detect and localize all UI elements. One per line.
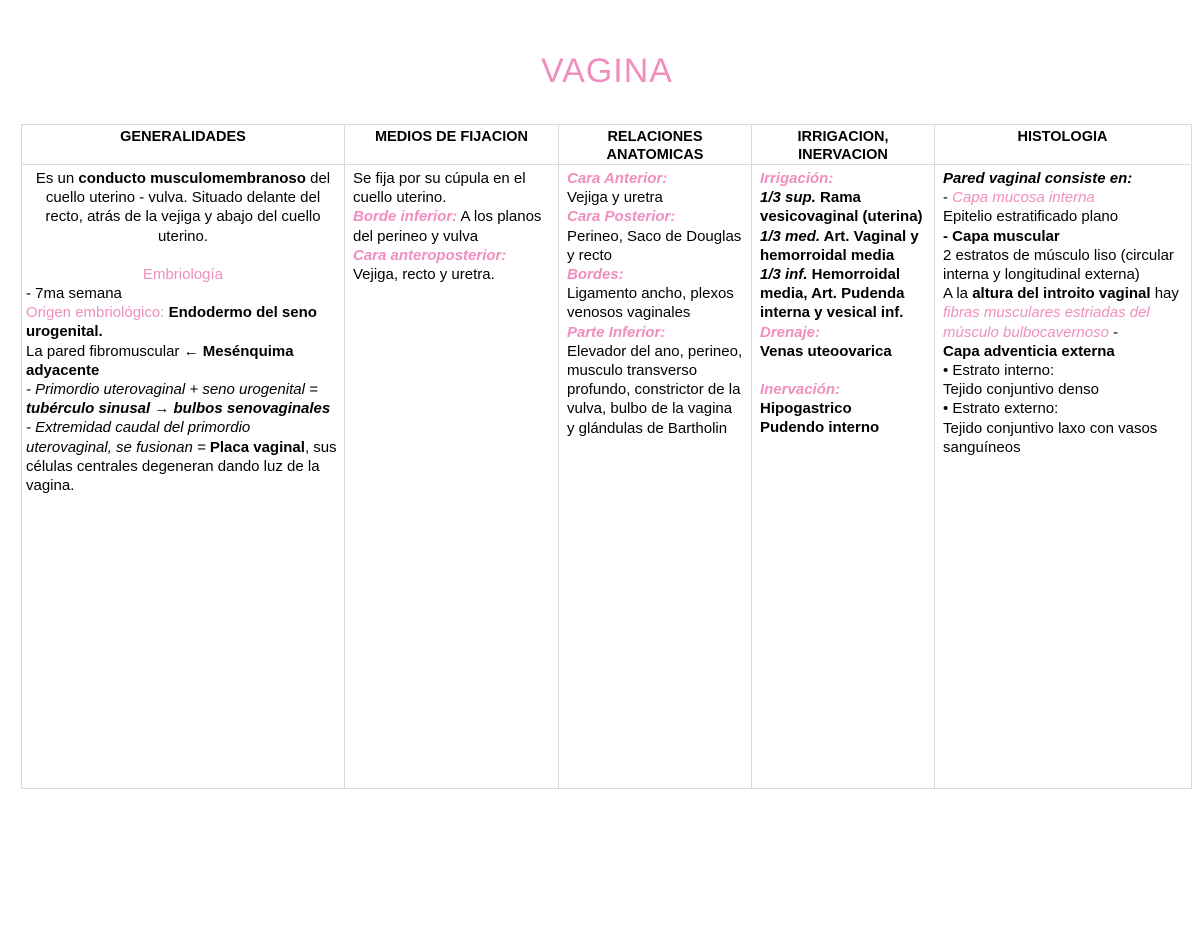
- primordio-bold: tubérculo sinusal → bulbos senovaginales: [26, 400, 331, 418]
- page-title: VAGINA: [541, 52, 673, 90]
- altura-text: A la: [943, 285, 973, 303]
- muscular-label: - Capa muscular: [943, 227, 1060, 245]
- header-medios: MEDIOS DE FIJACION: [345, 125, 558, 165]
- altura-dash: -: [1108, 323, 1119, 341]
- cara-label: Cara anteroposterior:: [353, 246, 507, 264]
- primordio-paragraph: [26, 380, 340, 418]
- sup-paragraph: [760, 188, 926, 226]
- intro-bold: conducto musculomembranoso: [78, 170, 306, 187]
- borde-value: A los planos del perineo y vulva: [353, 208, 542, 245]
- med-value: Art. Vaginal y hemorroidal media: [760, 227, 919, 264]
- origen-label: Origen embriológico:: [26, 304, 169, 322]
- column-medios: [345, 125, 559, 788]
- interno-label: • Estrato interno:: [943, 362, 1055, 380]
- semana-text: - 7ma semana: [26, 285, 122, 303]
- cara-value: Vejiga, recto y uretra.: [353, 266, 495, 284]
- interno-value: Tejido conjuntivo denso: [943, 381, 1099, 399]
- column-generalidades: [22, 125, 345, 788]
- summary-table: [21, 124, 1192, 789]
- generalidades-body: [22, 165, 344, 495]
- intro-rest: del cuello uterino - vulva. Situado delante del recto, atrás de la vejiga y abajo del cuello uterino.: [45, 170, 331, 245]
- externo-value: Tejido conjuntivo laxo con vasos sanguíneos: [943, 419, 1158, 456]
- altura-bold: altura del introito vaginal: [972, 285, 1151, 303]
- header-irrigacion-text: IRRIGACION, INERVACION: [797, 129, 889, 163]
- primordio-text: - Primordio uterovaginal + seno urogenital =: [26, 381, 318, 399]
- origen-value: Endodermo del seno urogenital.: [26, 304, 317, 341]
- column-histologia: [935, 125, 1190, 788]
- inferior-value: Elevador del ano, perineo, musculo transverso profundo, constrictor de la vulva, bulbo de la vagina y glándulas de Bartholin: [567, 342, 743, 437]
- posterior-label: Cara Posterior:: [567, 208, 676, 226]
- anterior-value: Vejiga y uretra: [567, 189, 663, 207]
- med-paragraph: [760, 227, 926, 265]
- borde-paragraph: [353, 207, 550, 245]
- pared-text: La pared fibromuscular ←: [26, 342, 203, 360]
- sup-value: Rama vesicovaginal (uterina): [760, 189, 923, 226]
- inf-paragraph: [760, 265, 926, 323]
- mucosa-paragraph: [943, 188, 1182, 207]
- med-label: 1/3 med.: [760, 227, 821, 245]
- posterior-value: Perineo, Saco de Douglas y recto: [567, 227, 742, 264]
- pared-paragraph: [26, 342, 340, 380]
- drenaje-label: Drenaje:: [760, 323, 821, 341]
- column-irrigacion: [752, 125, 935, 788]
- column-relaciones: [559, 125, 752, 788]
- adventicia-label: Capa adventicia externa: [943, 342, 1115, 360]
- histologia-body: [935, 165, 1190, 457]
- inervacion-value: Hipogastrico Pudendo interno: [760, 400, 880, 437]
- irrigacion-label: Irrigación:: [760, 170, 834, 187]
- relaciones-body: [559, 165, 751, 438]
- pared-vaginal: Pared vaginal consiste en:: [943, 170, 1133, 187]
- extremidad-text: - Extremidad caudal del primordio uterovaginal, se fusionan =: [26, 419, 251, 456]
- medios-intro: Se fija por su cúpula en el cuello uterino.: [353, 170, 526, 207]
- borde-label: Borde inferior:: [353, 208, 458, 226]
- bordes-value: Ligamento ancho, plexos venosos vaginales: [567, 285, 734, 322]
- bordes-label: Bordes:: [567, 266, 624, 284]
- inervacion-label: Inervación:: [760, 381, 841, 399]
- generalidades-intro: [26, 169, 340, 246]
- header-generalidades: GENERALIDADES: [22, 125, 344, 165]
- inferior-label: Parte Inferior:: [567, 323, 666, 341]
- epitelio-text: Epitelio estratificado plano: [943, 208, 1119, 226]
- extremidad-bold: Placa vaginal: [209, 438, 305, 456]
- header-relaciones: [559, 125, 751, 165]
- embriologia-heading: Embriología: [142, 265, 224, 283]
- inf-label: 1/3 inf.: [760, 266, 808, 284]
- externo-label: • Estrato externo:: [943, 400, 1059, 418]
- anterior-label: Cara Anterior:: [567, 170, 668, 187]
- header-histologia: HISTOLOGIA: [935, 125, 1190, 165]
- mucosa-dash: -: [943, 189, 953, 207]
- header-relaciones-text: RELACIONES ANATOMICAS: [606, 129, 704, 163]
- inf-value: Hemorroidal media, Art. Pudenda interna y vesical inf.: [760, 266, 905, 322]
- mucosa-label: Capa mucosa interna: [952, 189, 1095, 207]
- pared-bold: Mesénquima adyacente: [26, 342, 294, 379]
- extremidad-paragraph: [26, 418, 340, 495]
- altura-paragraph: [943, 284, 1182, 342]
- header-irrigacion: [752, 125, 934, 165]
- extremidad-rest: , sus células centrales degeneran dando luz de la vagina.: [26, 438, 337, 495]
- irrigacion-body: [752, 165, 934, 438]
- altura-hay: hay: [1150, 285, 1179, 303]
- sup-label: 1/3 sup.: [760, 189, 816, 207]
- altura-fibras: fibras musculares estriadas del músculo bulbocavernoso: [943, 304, 1150, 341]
- medios-body: [345, 165, 558, 284]
- estratos-text: 2 estratos de músculo liso (circular interna y longitudinal externa): [943, 246, 1174, 284]
- origen-paragraph: [26, 303, 340, 341]
- intro-text: Es un: [35, 170, 79, 187]
- drenaje-value: Venas uteoovarica: [760, 342, 892, 360]
